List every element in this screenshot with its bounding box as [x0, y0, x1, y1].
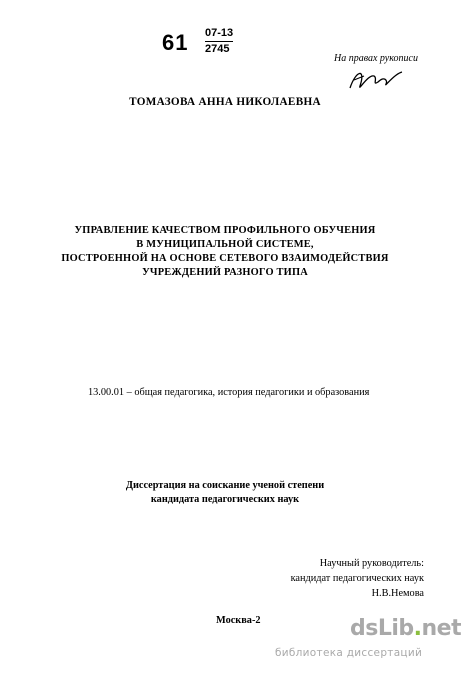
- watermark-logo-tld: net: [421, 616, 461, 641]
- supervisor-line: Научный руководитель:: [319, 558, 424, 569]
- watermark-logo-dot: .: [413, 616, 422, 641]
- title-line: В МУНИЦИПАЛЬНОЙ СИСТЕМЕ,: [136, 239, 314, 250]
- catalog-code: [205, 27, 233, 56]
- signature-icon: [346, 64, 406, 94]
- supervisor-block: [270, 556, 424, 601]
- degree-line: кандидата педагогических наук: [150, 494, 300, 505]
- supervisor-line: Н.В.Немова: [371, 588, 424, 599]
- specialty-code: 13.00.01 – общая педагогика, история педагогики и образования: [88, 387, 370, 398]
- title-line: УЧРЕЖДЕНИЙ РАЗНОГО ТИПА: [142, 267, 308, 278]
- degree-statement: [0, 479, 450, 507]
- dissertation-title: [40, 224, 410, 280]
- title-line: УПРАВЛЕНИЕ КАЧЕСТВОМ ПРОФИЛЬНОГО ОБУЧЕНИЯ: [74, 225, 376, 236]
- degree-line: Диссертация на соискание ученой степени: [125, 480, 325, 491]
- title-line: ПОСТРОЕННОЙ НА ОСНОВЕ СЕТЕВОГО ВЗАИМОДЕЙСТВИЯ: [61, 253, 389, 264]
- rights-note: На правах рукописи: [334, 53, 418, 64]
- author-name: ТОМАЗОВА АННА НИКОЛАЕВНА: [129, 96, 321, 108]
- catalog-code-top: 07-13: [205, 27, 233, 42]
- catalog-code-bottom: 2745: [205, 43, 230, 55]
- watermark-logo[interactable]: [350, 616, 461, 641]
- watermark-logo-main: dsLib: [350, 616, 414, 641]
- supervisor-line: кандидат педагогических наук: [290, 573, 424, 584]
- catalog-number: 61: [162, 30, 189, 55]
- city-year: Москва-2: [216, 615, 261, 626]
- watermark-subtitle: библиотека диссертаций: [275, 647, 423, 659]
